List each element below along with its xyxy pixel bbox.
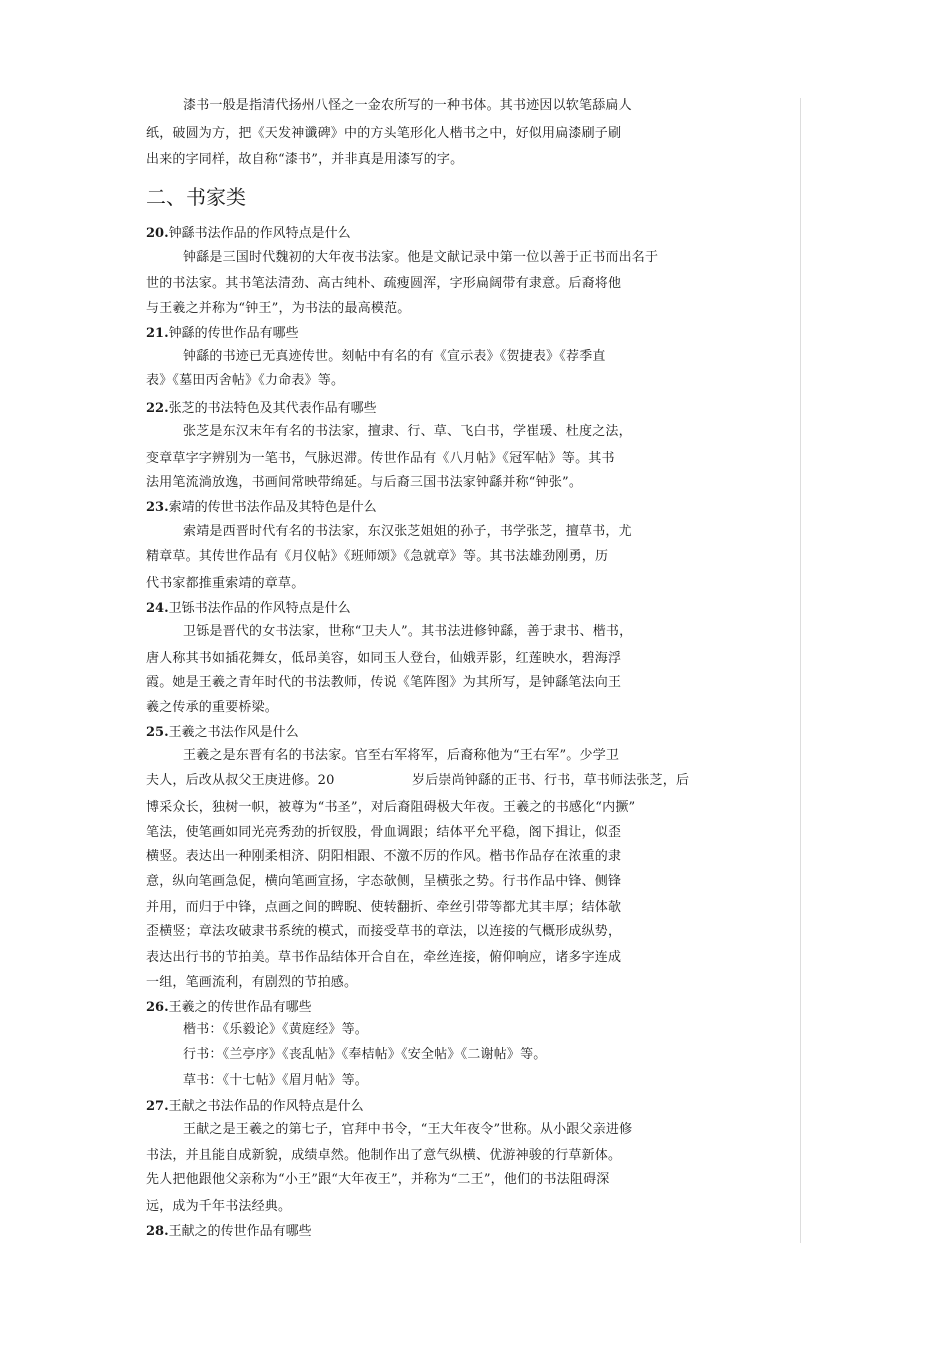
answer-line: 意，纵向笔画急促，横向笔画宣扬，字态欹侧，呈横张之势。行书作品中锋、侧锋 xyxy=(146,874,622,889)
answer-line: 王献之是王羲之的第七子，官拜中书令，“王大年夜令”世称。从小跟父亲进修 xyxy=(183,1122,633,1137)
answer-line: 唐人称其书如插花舞女，低昂美容，如同玉人登台，仙娥弄影，红莲映水，碧海浮 xyxy=(146,651,622,666)
question-heading: 21.钟繇的传世作品有哪些 xyxy=(146,326,299,341)
answer-line: 变章草字字辨别为一笔书，气脉迟滞。传世作品有《八月帖》《冠军帖》等。其书 xyxy=(146,451,615,466)
question-number: 22 xyxy=(146,401,165,416)
section-heading: 二、书家类 xyxy=(146,185,246,209)
intro-line: 出来的字同样，故自称“漆书”，并非真是用漆写的字。 xyxy=(146,152,464,167)
answer-line: 钟繇是三国时代魏初的大年夜书法家。他是文献记录中第一位以善于正书而出名于 xyxy=(183,250,659,265)
answer-line: 表达出行书的节拍美。草书作品结体开合自在，牵丝连接，俯仰响应，诸多字连成 xyxy=(146,950,622,965)
question-title: 王献之书法作品的作风特点是什么 xyxy=(168,1099,364,1114)
answer-line: 钟繇的书迹已无真迹传世。刻帖中有名的有《宣示表》《贺捷表》《荐季直 xyxy=(183,349,606,364)
question-title: 索靖的传世书法作品及其特色是什么 xyxy=(168,500,377,515)
answer-line: 歪横竖；章法攻破隶书系统的模式，而接受草书的章法，以连接的气概形成纵势， xyxy=(146,924,622,939)
question-heading: 27.王献之书法作品的作风特点是什么 xyxy=(146,1099,364,1114)
answer-line: 张芝是东汉末年有名的书法家，擅隶、行、草、飞白书，学崔瑗、杜度之法， xyxy=(183,424,632,439)
answer-line: 羲之传承的重要桥梁。 xyxy=(146,700,279,715)
answer-line: 书法，并且能自成新貌，成绩卓然。他制作出了意气纵横、优游神骏的行草新体。 xyxy=(146,1148,622,1163)
question-heading: 23.索靖的传世书法作品及其特色是什么 xyxy=(146,500,377,515)
answer-line: 横竖。表达出一种刚柔相济、阴阳相跟、不激不厉的作风。楷书作品存在浓重的隶 xyxy=(146,849,622,864)
intro-line: 漆书一般是指清代扬州八怪之一金农所写的一种书体。其书迹因以软笔舔扁人 xyxy=(183,98,632,113)
answer-line: 笔法，使笔画如同光亮秀劲的折钗股，骨血调跟；结体平允平稳，阁下揖让，似歪 xyxy=(146,825,622,840)
answer-line: 精章草。其传世作品有《月仪帖》《班师颂》《急就章》等。其书法雄劲刚勇，历 xyxy=(146,549,609,564)
question-title: 张芝的书法特色及其代表作品有哪些 xyxy=(168,401,377,416)
question-heading: 28.王献之的传世作品有哪些 xyxy=(146,1224,312,1239)
answer-line: 卫铄是晋代的女书法家，世称“卫夫人”。其书法进修钟繇，善于隶书、楷书， xyxy=(183,624,633,639)
question-heading: 20.钟繇书法作品的作风特点是什么 xyxy=(146,226,351,241)
page-margin-rule xyxy=(800,98,801,1243)
question-number: 27 xyxy=(146,1099,165,1114)
question-heading: 25.王羲之书法作风是什么 xyxy=(146,725,299,740)
question-title: 王羲之书法作风是什么 xyxy=(168,725,299,740)
answer-line: 法用笔流淌放逸，书画间常映带绵延。与后裔三国书法家钟繇并称“钟张”。 xyxy=(146,475,583,490)
question-title: 王羲之的传世作品有哪些 xyxy=(168,1000,312,1015)
question-heading: 26.王羲之的传世作品有哪些 xyxy=(146,1000,312,1015)
answer-line: 世的书法家。其书笔法清劲、高古纯朴、疏瘦圆浑，字形扁阔带有隶意。后裔将他 xyxy=(146,276,622,291)
answer-line: 代书家都推重索靖的章草。 xyxy=(146,576,305,591)
question-title: 钟繇书法作品的作风特点是什么 xyxy=(168,226,351,241)
answer-line: 草书：《十七帖》《眉月帖》等。 xyxy=(183,1073,369,1088)
answer-line: 并用，而归于中锋，点画之间的睥睨、使转翻折、牵丝引带等都尤其丰厚；结体欹 xyxy=(146,900,622,915)
question-title: 钟繇的传世作品有哪些 xyxy=(168,326,299,341)
question-title: 王献之的传世作品有哪些 xyxy=(168,1224,312,1239)
answer-line: 远，成为千年书法经典。 xyxy=(146,1199,292,1214)
answer-line: 行书：《兰亭序》《丧乱帖》《奉桔帖》《安全帖》《二谢帖》等。 xyxy=(183,1047,547,1062)
answer-line: 王羲之是东晋有名的书法家。官至右军将军，后裔称他为“王右军”。少学卫 xyxy=(183,748,620,763)
answer-line: 索靖是西晋时代有名的书法家，东汉张芝姐姐的孙子，书学张芝，擅草书，尤 xyxy=(183,524,632,539)
question-number: 25 xyxy=(146,725,165,740)
answer-line: 先人把他跟他父亲称为“小王”跟“大年夜王”，并称为“二王”，他们的书法阻碍深 xyxy=(146,1172,610,1187)
intro-line: 纸，破圆为方，把《天发神谶碑》中的方头笔形化人楷书之中，好似用扁漆刷子刷 xyxy=(146,126,622,141)
question-number: 28 xyxy=(146,1224,165,1239)
answer-line: 夫人，后改从叔父王庚进修。20 xyxy=(146,773,335,788)
question-number: 20 xyxy=(146,226,165,241)
question-number: 24 xyxy=(146,601,165,616)
answer-line: 一组，笔画流利，有剧烈的节拍感。 xyxy=(146,975,358,990)
question-number: 23 xyxy=(146,500,165,515)
answer-line: 与王羲之并称为“钟王”，为书法的最高模范。 xyxy=(146,301,411,316)
question-number: 26 xyxy=(146,1000,165,1015)
question-heading: 24.卫铄书法作品的作风特点是什么 xyxy=(146,601,351,616)
answer-line: 表》《墓田丙舍帖》《力命表》等。 xyxy=(146,373,345,388)
answer-line: 岁后崇尚钟繇的正书、行书，草书师法张芝，后 xyxy=(412,773,690,788)
question-title: 卫铄书法作品的作风特点是什么 xyxy=(168,601,351,616)
answer-line: 霞。她是王羲之青年时代的书法教师，传说《笔阵图》为其所写，是钟繇笔法向王 xyxy=(146,675,622,690)
question-number: 21 xyxy=(146,326,165,341)
answer-line: 博采众长，独树一帜，被尊为“书圣”，对后裔阻碍极大年夜。王羲之的书感化“内撅” xyxy=(146,800,636,815)
question-heading: 22.张芝的书法特色及其代表作品有哪些 xyxy=(146,401,377,416)
answer-line: 楷书：《乐毅论》《黄庭经》等。 xyxy=(183,1022,369,1037)
